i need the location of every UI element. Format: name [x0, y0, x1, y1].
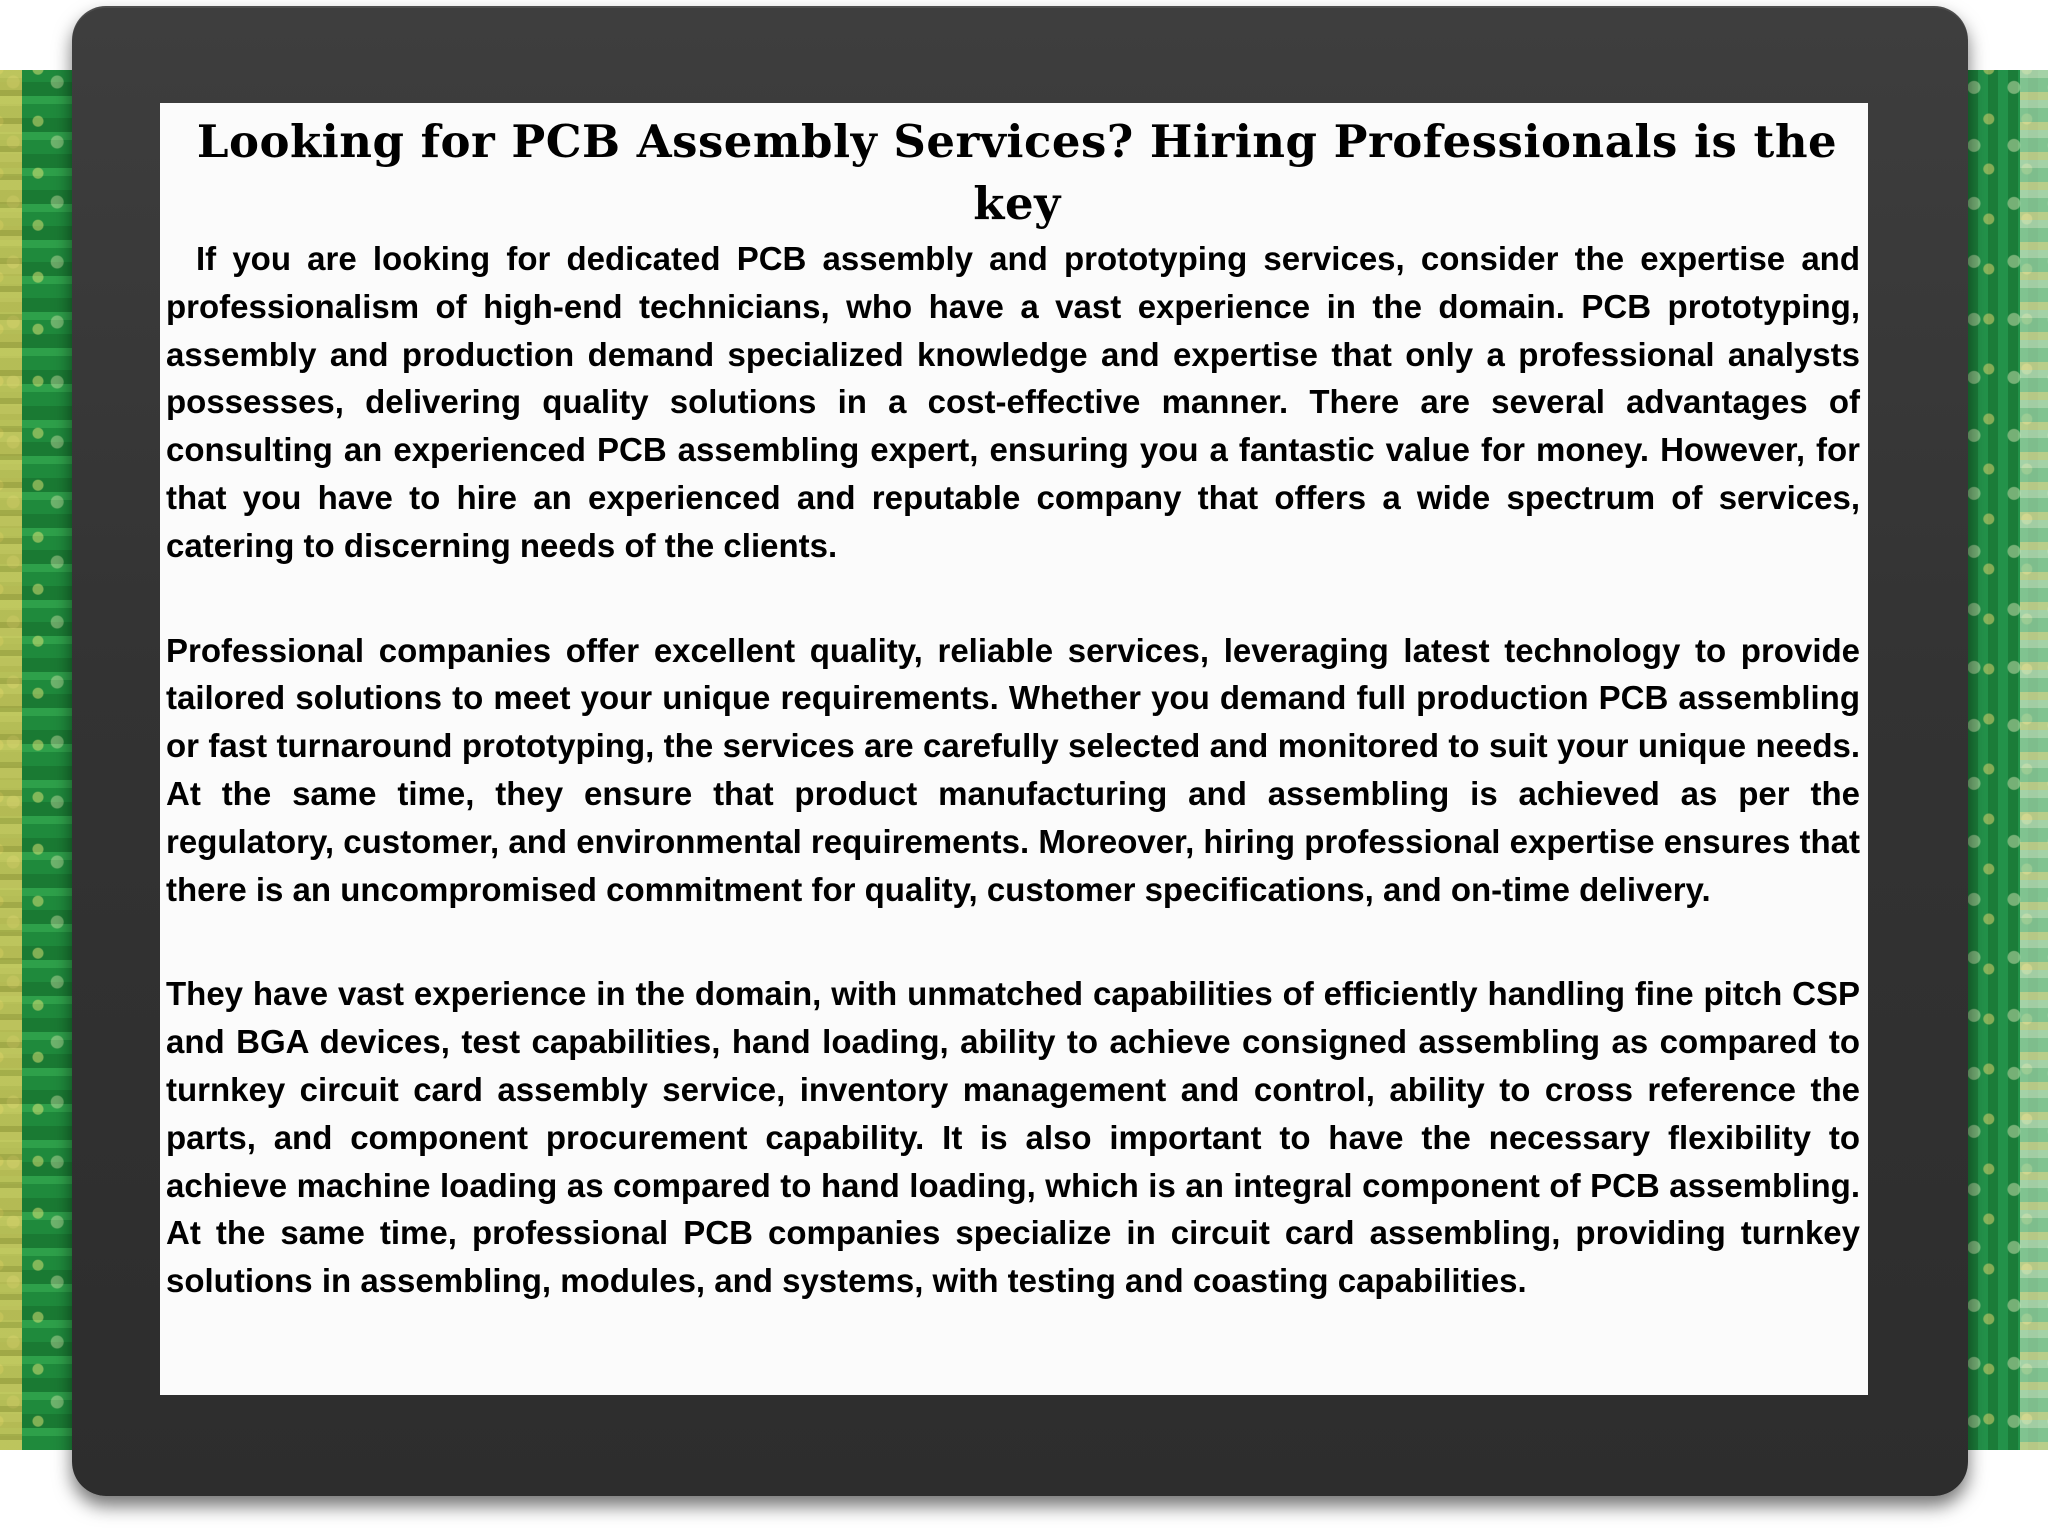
pcb-background-right [1958, 70, 2048, 1450]
document-page [160, 103, 1868, 1395]
document-title: Looking for PCB Assembly Services? Hiring Professionals is the key [196, 115, 1838, 230]
paragraph-1: If you are looking for dedicated PCB assembly and prototyping services, consider the expertise and professionalism of high-end technicians, who have a vast experience in the domain. PCB prototyping, assembly and production demand specialized knowledge and expertise that only a professional analysts possesses, delivering quality solutions in a cost-effective manner. There are several advantages of consulting an experienced PCB assembling expert, ensuring you a fantastic value for money. However, for that you have to hire an experienced and reputable company that offers a wide spectrum of services, catering to discerning needs of the clients. [166, 240, 1860, 564]
paragraph-3: They have vast experience in the domain, with unmatched capabilities of efficiently handling fine pitch CSP and BGA devices, test capabilities, hand loading, ability to achieve consigned assembling as compared to turnkey circuit card assembly service, inventory management and control, ability to cross reference the parts, and component procurement capability. It is also important to have the necessary flexibility to achieve machine loading as compared to hand loading, which is an integral component of PCB assembling. At the same time, professional PCB companies specialize in circuit card assembling, providing turnkey solutions in assembling, modules, and systems, with testing and coasting capabilities. [166, 975, 1860, 1300]
paragraph-2: Professional companies offer excellent quality, reliable services, leveraging latest technology to provide tailored solutions to meet your unique requirements. Whether you demand full production PCB assembling or fast turnaround prototyping, the services are carefully selected and monitored to suit your unique needs. At the same time, they ensure that product manufacturing and assembling is achieved as per the regulatory, customer, and environmental requirements. Moreover, hiring professional expertise ensures that there is an uncompromised commitment for quality, customer specifications, and on-time delivery. [166, 631, 1860, 908]
